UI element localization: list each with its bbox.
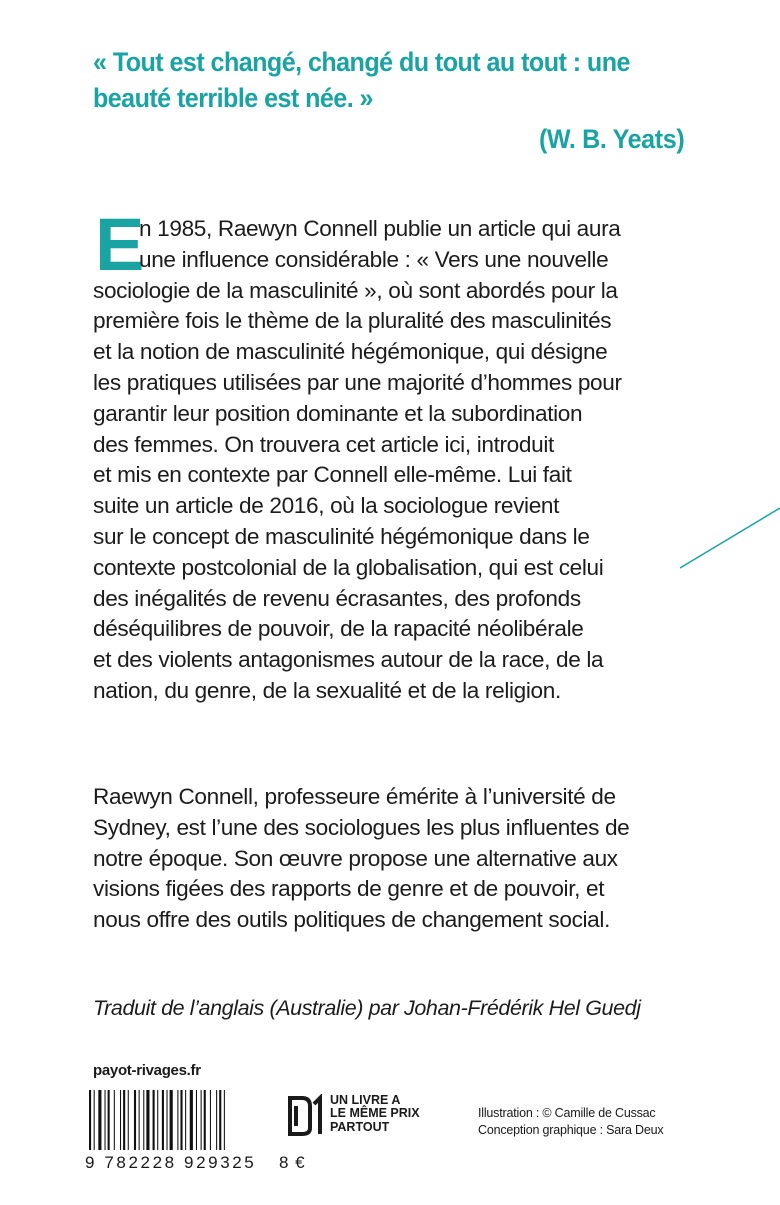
price-law-logo-icon	[286, 1094, 324, 1138]
bio-line: nous offre des outils politiques de changement social.	[93, 907, 610, 933]
synopsis-line: des femmes. On trouvera cet article ici, introduit	[93, 431, 554, 457]
isbn-digits: 9 782228 929325	[85, 1153, 257, 1172]
price: 8 €	[279, 1153, 306, 1172]
synopsis-line: contexte postcolonial de la globalisation, qui est celui	[93, 554, 604, 580]
synopsis-line: et la notion de masculinité hégémonique, qui désigne	[93, 339, 608, 365]
bio-line: visions figées des rapports de genre et de pouvoir, et	[93, 876, 605, 902]
price-law-line: PARTOUT	[330, 1119, 390, 1134]
synopsis-line: sur le concept de masculinité hégémonique dans le	[93, 523, 590, 549]
synopsis-line: nation, du genre, de la sexualité et de la religion.	[93, 677, 561, 703]
synopsis-line: sociologie de la masculinité », où sont abordés pour la	[93, 277, 618, 303]
design-credit: Conception graphique : Sara Deux	[478, 1122, 664, 1137]
bio-line: Sydney, est l’une des sociologues les plus influentes de	[93, 814, 630, 840]
isbn-barcode	[89, 1090, 269, 1150]
synopsis-line: les pratiques utilisées par une majorité d’hommes pour	[93, 369, 622, 395]
bio-line: notre époque. Son œuvre propose une alternative aux	[93, 845, 618, 871]
bio-line: Raewyn Connell, professeure émérite à l’université de	[93, 784, 616, 809]
synopsis-line: et mis en contexte par Connell elle-même. Lui fait	[93, 462, 572, 488]
price-law-line: UN LIVRE A	[330, 1093, 401, 1107]
price-law-line: LE MÊME PRIX	[330, 1106, 420, 1121]
synopsis-line: une influence considérable : « Vers une nouvelle	[139, 246, 609, 272]
illustration-credit: Illustration : © Camille de Cussac	[478, 1106, 656, 1120]
synopsis-line: suite un article de 2016, où la sociologue revient	[93, 493, 560, 519]
design-credits	[478, 1105, 663, 1138]
translator-credit: Traduit de l’anglais (Australie) par Johan-Frédérik Hel Guedj	[93, 996, 641, 1020]
synopsis-line: et des violents antagonismes autour de la race, de la	[93, 647, 604, 673]
author-bio	[93, 782, 629, 936]
publisher-website: payot-rivages.fr	[93, 1062, 201, 1079]
epigraph-line-2: beauté terrible est née. »	[93, 83, 373, 113]
drop-cap: E	[95, 203, 145, 286]
epigraph-line-1: « Tout est changé, changé du tout au tout : une	[93, 47, 630, 77]
synopsis-line: des inégalités de revenu écrasantes, des profonds	[93, 585, 581, 611]
synopsis-line: garantir leur position dominante et la subordination	[93, 400, 583, 426]
synopsis-line: n 1985, Raewyn Connell publie un article qui aura	[139, 216, 621, 241]
epigraph-quote	[93, 44, 688, 116]
price-law-label	[330, 1094, 420, 1134]
synopsis-paragraph	[93, 203, 622, 707]
decorative-line	[680, 500, 780, 570]
epigraph-attribution: (W. B. Yeats)	[538, 124, 684, 154]
synopsis-line: première fois le thème de la pluralité des masculinités	[93, 308, 612, 334]
synopsis-line: déséquilibres de pouvoir, de la rapacité néolibérale	[93, 616, 584, 642]
